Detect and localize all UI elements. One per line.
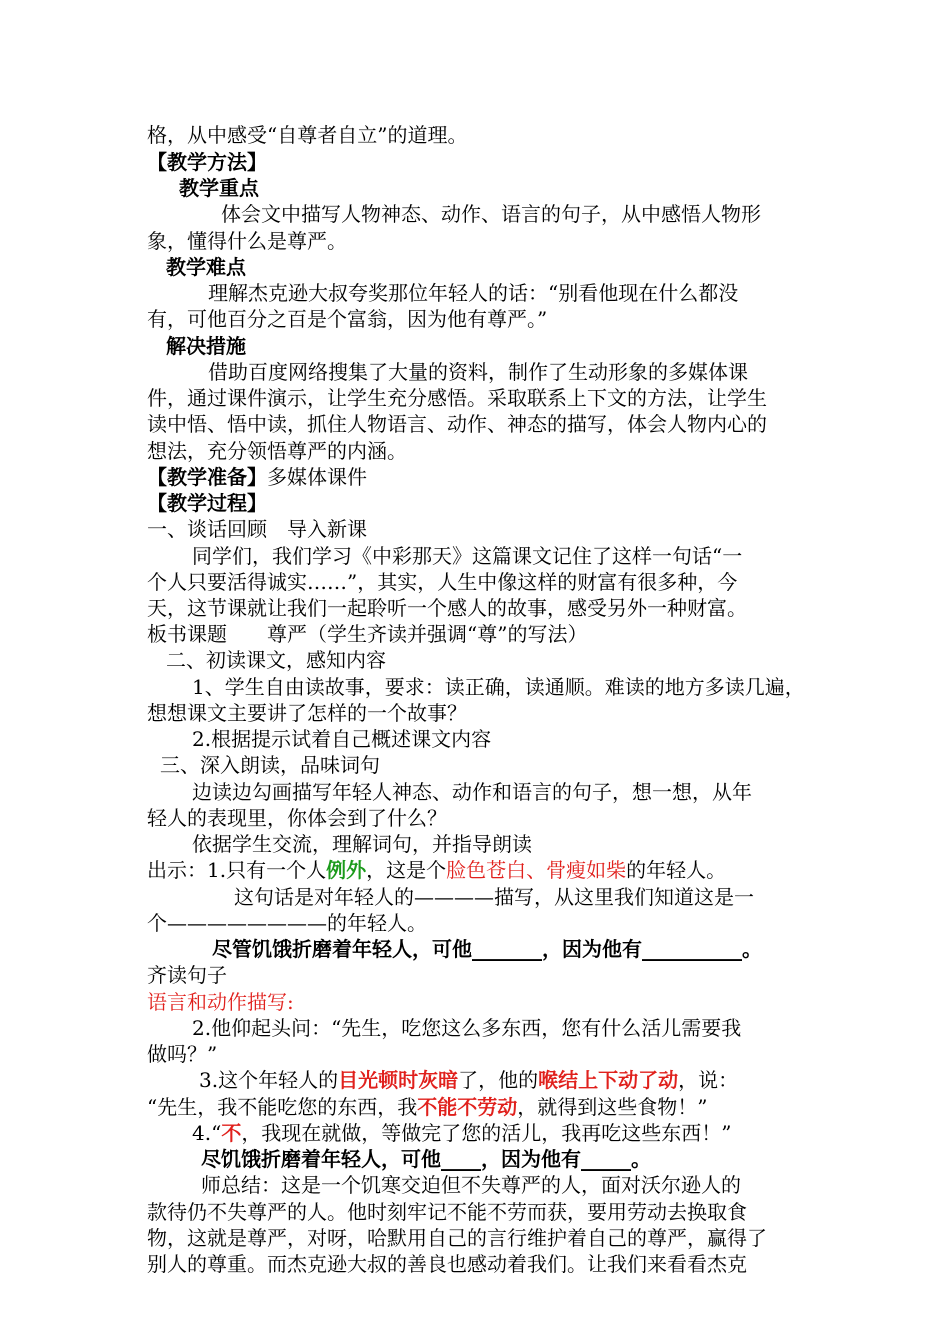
text-line: 格，从中感受“自尊者自立”的道理。 [147,123,468,147]
text-line: 体会文中描写人物神态、动作、语言的句子，从中感悟人物形 [221,202,761,226]
text-line: 边读边勾画描写年轻人神态、动作和语言的句子，想一想，从年 [192,780,752,804]
text-line-example-4 [192,1121,732,1145]
text-segment: 3.这个年轻人的 [199,1068,339,1092]
text-line: 想想课文主要讲了怎样的一个故事？ [147,701,467,725]
text-line: 做吗？” [147,1042,218,1066]
text-line: 想法，充分领悟尊严的内涵。 [147,439,407,463]
text-segment: 的年轻人。 [626,858,727,882]
highlight-green: 例外 [326,858,367,882]
text-line [147,1095,707,1119]
subheading-solution: 解决措施 [166,334,246,358]
text-line: 板书课题 尊严（学生齐读并强调“尊”的写法） [147,622,588,646]
section-title: 二、初读课文，感知内容 [166,648,386,672]
fill-in-sentence: 尽饥饿折磨着年轻人，可他____，因为他有_____。 [201,1147,651,1171]
text-line-preparation [147,465,367,489]
text-line: 借助百度网络搜集了大量的资料，制作了生动形象的多媒体课 [208,360,748,384]
text-line: 依据学生交流，理解词句，并指导朗读 [192,832,532,856]
text-segment: ，我现在就做，等做完了您的活儿，我再吃这些东西！” [241,1121,732,1145]
text-segment: ，说： [678,1068,739,1092]
text-line: 别人的尊重。而杰克逊大叔的善良也感动着我们。让我们来看看杰克 [147,1252,747,1276]
text-line: 齐读句子 [147,963,227,987]
text-line-example-3 [199,1068,738,1092]
text-line: 个————————的年轻人。 [147,911,427,935]
text-segment: “先生，我不能吃您的东西，我 [147,1095,418,1119]
highlight-red: 不能不劳动 [417,1095,518,1119]
subheading-difficulty: 教学难点 [166,255,246,279]
highlight-red: 喉结上下动了动 [538,1068,679,1092]
heading-preparation: 【教学准备】 [147,465,267,489]
heading-process: 【教学过程】 [147,491,267,515]
highlight-red: 不 [221,1121,242,1145]
text-line: 理解杰克逊大叔夸奖那位年轻人的话：“别看他现在什么都没 [208,281,739,305]
heading-teaching-method: 【教学方法】 [147,150,267,174]
text-line: 师总结：这是一个饥寒交迫但不失尊严的人，面对沃尔逊人的 [201,1173,741,1197]
preparation-value: 多媒体课件 [267,465,367,489]
text-line: 读中悟、悟中读，抓住人物语言、动作、神态的描写，体会人物内心的 [147,412,767,436]
highlight-red: 脸色苍白、骨瘦如柴 [446,858,627,882]
text-segment: 4.“ [192,1121,222,1145]
text-segment: ，这是个 [366,858,447,882]
section-title: 三、深入朗读，品味词句 [160,753,380,777]
text-line: 1、学生自由读故事，要求：读正确，读通顺。难读的地方多读几遍， [192,675,805,699]
text-segment: ，就得到这些食物！” [517,1095,708,1119]
section-title: 一、谈话回顾 导入新课 [147,517,367,541]
text-segment: 了，他的 [458,1068,539,1092]
text-line: 这句话是对年轻人的————描写，从这里我们知道这是一 [234,885,754,909]
fill-in-sentence: 尽管饥饿折磨着年轻人，可他_______，因为他有__________。 [212,937,762,961]
subheading-key-point: 教学重点 [179,176,259,200]
text-line: 象，懂得什么是尊严。 [147,229,347,253]
text-line: 天，这节课就让我们一起聆听一个感人的故事，感受另外一种财富。 [147,596,747,620]
text-line: 2.根据提示试着自己概述课文内容 [192,727,492,751]
text-segment: 出示：1.只有一个人 [147,858,327,882]
text-line: 款待仍不失尊严的人。他时刻牢记不能不劳而获，要用劳动去换取食 [147,1200,747,1224]
text-line: 件，通过课件演示，让学生充分感悟。采取联系上下文的方法，让学生 [147,386,767,410]
text-line: 2.他仰起头问：“先生，吃您这么多东西，您有什么活儿需要我 [192,1016,742,1040]
text-line: 轻人的表现里，你体会到了什么？ [147,806,447,830]
text-line: 有，可他百分之百是个富翁，因为他有尊严。” [147,307,548,331]
subheading-language-action: 语言和动作描写: [147,990,294,1014]
text-line: 同学们，我们学习《中彩那天》这篇课文记住了这样一句话“一 [192,544,743,568]
text-line-example-1 [147,858,726,882]
text-line: 个人只要活得诚实……”，其实，人生中像这样的财富有很多种，今 [147,570,738,594]
text-line: 物，这就是尊严，对呀，哈默用自己的言行维护着自己的尊严，赢得了 [147,1226,767,1250]
highlight-red: 目光顿时灰暗 [338,1068,459,1092]
